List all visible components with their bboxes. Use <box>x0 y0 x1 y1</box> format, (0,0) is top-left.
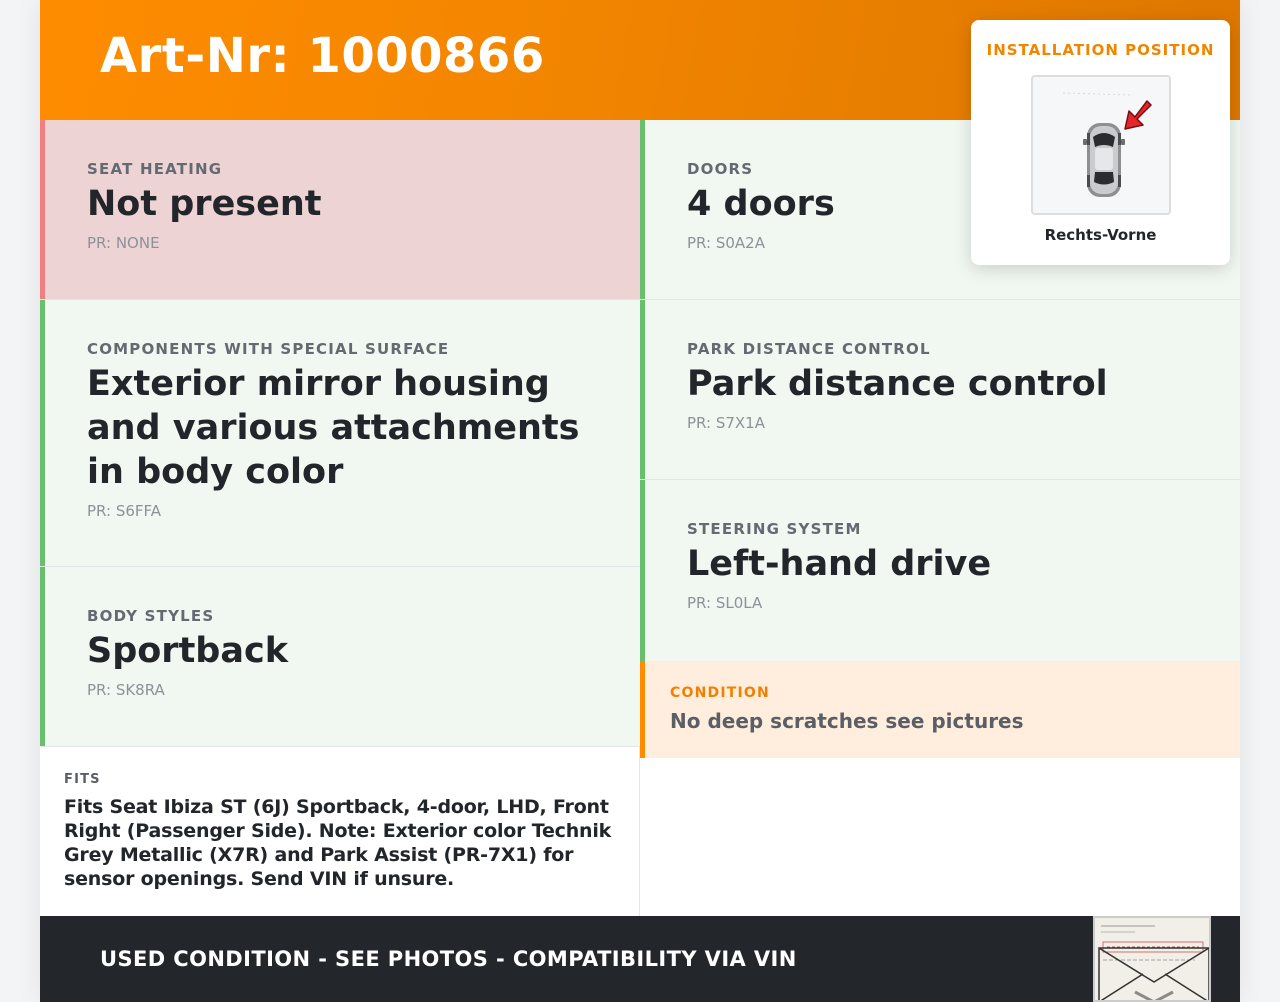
spec-pr-code: PR: SK8RA <box>87 681 165 699</box>
position-arrow-icon <box>1117 97 1157 137</box>
condition-box <box>640 661 1240 758</box>
fits-section <box>40 747 640 916</box>
document-thumbnail[interactable] <box>1093 916 1211 1002</box>
spec-seat-heating <box>40 120 640 300</box>
divider <box>640 479 1240 480</box>
spec-pr-code: PR: S0A2A <box>687 234 765 252</box>
divider <box>40 566 640 567</box>
condition-text: No deep scratches see pictures <box>670 709 1024 733</box>
installation-image[interactable] <box>1031 75 1171 215</box>
footer-text: USED CONDITION - SEE PHOTOS - COMPATIBILITY VIA VIN <box>100 947 797 971</box>
spec-label: BODY STYLES <box>87 607 215 625</box>
spec-value: Not present <box>87 184 322 224</box>
spec-label: COMPONENTS WITH SPECIAL SURFACE <box>87 340 450 358</box>
spec-body-styles <box>40 567 640 747</box>
spec-value: Sportback <box>87 631 288 671</box>
spec-park-distance-control <box>640 300 1240 480</box>
spec-label: SEAT HEATING <box>87 160 223 178</box>
spec-value: Exterior mirror housing and various attachments in body color <box>87 364 580 492</box>
footer-bar <box>40 916 1240 1002</box>
spec-steering-system <box>640 480 1240 661</box>
installation-position-card <box>971 20 1230 265</box>
installation-position-value: Rechts-Vorne <box>1044 226 1157 244</box>
spec-label: DOORS <box>687 160 754 178</box>
article-number-title: Art-Nr: 1000866 <box>100 28 545 84</box>
installation-label: INSTALLATION POSITION <box>986 41 1215 59</box>
condition-label: CONDITION <box>670 685 770 701</box>
divider <box>40 299 1240 300</box>
spec-value: Park distance control <box>687 364 1108 404</box>
spec-label: STEERING SYSTEM <box>687 520 862 538</box>
page <box>40 0 1240 1002</box>
spec-pr-code: PR: S7X1A <box>687 414 765 432</box>
spec-pr-code: PR: NONE <box>87 234 160 252</box>
fits-text: Fits Seat Ibiza ST (6J) Sportback, 4-door, LHD, Front Right (Passenger Side). Note: Exterior color Technik Grey Metallic (X7R) and Park Assist (PR-7X1) for sensor openings. Send VIN if unsure. <box>64 796 612 890</box>
spec-pr-code: PR: SL0LA <box>687 594 763 612</box>
spec-pr-code: PR: S6FFA <box>87 502 162 520</box>
spec-value: 4 doors <box>687 184 835 224</box>
spec-value: Left-hand drive <box>687 544 992 584</box>
spec-special-surface <box>40 300 640 567</box>
fits-label: FITS <box>64 772 101 787</box>
spec-label: PARK DISTANCE CONTROL <box>687 340 931 358</box>
envelope-document-icon <box>1095 918 1211 1002</box>
